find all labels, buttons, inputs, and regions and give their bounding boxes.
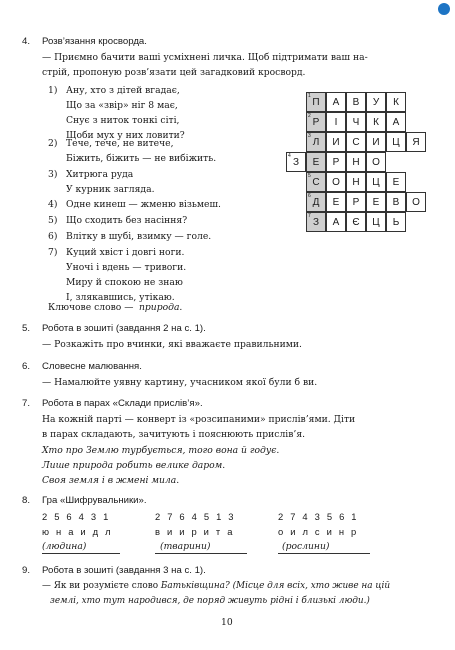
crossword-key-cell	[306, 172, 326, 192]
task7-number: 7.	[22, 398, 31, 409]
task6-title: Словесне малювання.	[42, 361, 142, 372]
riddle-line: У курник загляда.	[66, 184, 155, 195]
riddle-number: 5)	[48, 215, 58, 226]
task9-title: Робота в зошиті (завдання 3 на с. 1).	[42, 565, 206, 576]
riddle-line: Хитрюга руда	[66, 169, 134, 180]
crossword-cell	[386, 192, 406, 212]
proverb: Хто про Землю турбується, того вона й годує.	[42, 445, 280, 456]
task5-title: Робота в зошиті (завдання 2 на с. 1).	[42, 323, 206, 334]
task9-question-word: Батьківщина?	[160, 581, 230, 591]
crossword-key-cell	[306, 212, 326, 232]
crossword-cell	[326, 92, 346, 112]
crossword-letter: У	[372, 96, 380, 108]
crossword-row-number: 7	[308, 213, 311, 219]
crossword-cell	[326, 112, 346, 132]
crossword-letter: И	[372, 136, 380, 148]
answer-underline	[278, 553, 370, 554]
code-letters: ю н а и д л	[42, 526, 113, 537]
crossword-cell	[346, 212, 366, 232]
task7-line1: На кожній парті — конверт із «розсипаними» прислів’ями. Діти	[42, 414, 356, 425]
crossword-cell	[386, 112, 406, 132]
crossword-letter: Ц	[372, 216, 380, 228]
crossword-letter: В	[352, 96, 360, 108]
task7-title: Робота в парах «Склади прислів’я».	[42, 398, 203, 409]
publisher-logo-icon	[438, 3, 450, 15]
crossword-letter: З	[312, 216, 320, 228]
crossword-cell	[326, 192, 346, 212]
crossword-letter: К	[393, 96, 399, 108]
task6-text: — Намалюйте уявну картину, учасником якої були б ви.	[42, 377, 318, 388]
crossword-cell	[326, 152, 346, 172]
crossword-letter: Р	[352, 196, 360, 208]
crossword-letter: А	[392, 116, 400, 128]
riddle-line: Влітку в шубі, взимку — голе.	[66, 231, 212, 242]
crossword-cell	[386, 212, 406, 232]
crossword-letter: І	[334, 116, 338, 128]
crossword-row-number: 2	[308, 113, 311, 119]
code-letters: о и л с и н р	[278, 526, 359, 537]
task9-number: 9.	[22, 565, 31, 576]
keyword-label: Ключове слово —	[48, 302, 134, 313]
crossword-cell	[366, 92, 386, 112]
riddle-number: 1)	[48, 85, 58, 96]
crossword-letter: О	[372, 156, 380, 168]
riddle-line: Снує з ниток тонкі сіті,	[66, 115, 180, 126]
riddle-line: Ану, хто з дітей вгадає,	[66, 85, 180, 96]
crossword-cell	[366, 112, 386, 132]
crossword-letter: А	[332, 96, 340, 108]
crossword-letter: З	[292, 156, 300, 168]
crossword-letter: П	[312, 96, 320, 108]
code-digits: 2 7 6 4 5 1 3	[155, 511, 236, 522]
crossword-letter: Е	[312, 156, 320, 168]
task5-text: — Розкажіть про вчинки, які вважаєте правильними.	[42, 339, 302, 350]
crossword-cell	[386, 92, 406, 112]
page-number: 10	[221, 617, 233, 628]
crossword-cell	[386, 132, 406, 152]
code-letters: в и и р и т а	[155, 526, 235, 537]
crossword-letter: Д	[312, 196, 320, 208]
crossword-cell	[346, 132, 366, 152]
crossword-letter: Е	[392, 176, 400, 188]
crossword-row-number: 1	[308, 93, 311, 99]
code-answer: (рослини)	[282, 541, 330, 552]
crossword-cell	[326, 132, 346, 152]
riddle-line: Тече, тече, не витече,	[66, 138, 174, 149]
crossword-key-cell	[306, 132, 326, 152]
crossword-cell	[366, 132, 386, 152]
crossword-key-cell	[306, 112, 326, 132]
proverb: Лише природа робить велике даром.	[42, 460, 226, 471]
crossword-cell	[366, 172, 386, 192]
crossword-cell	[346, 112, 366, 132]
riddle-line: І, злякавшись, утікаю.	[66, 292, 175, 303]
answer-underline	[155, 553, 247, 554]
riddle-line: Що за «звір» ніг 8 має,	[66, 100, 178, 111]
crossword-key-cell	[306, 152, 326, 172]
crossword-letter: О	[412, 196, 420, 208]
crossword-letter: Л	[312, 136, 320, 148]
crossword-cell	[406, 192, 426, 212]
riddle-number: 2)	[48, 138, 58, 149]
crossword-cell	[386, 172, 406, 192]
riddle-number: 6)	[48, 231, 58, 242]
crossword-cell	[286, 152, 306, 172]
crossword-letter: Е	[332, 196, 340, 208]
crossword-row-number: 5	[308, 173, 311, 179]
task6-number: 6.	[22, 361, 31, 372]
crossword-cell	[346, 92, 366, 112]
task4-intro-line2: стрій, пропоную розв’язати цей загадковий кросворд.	[42, 67, 306, 78]
crossword-letter: В	[392, 196, 400, 208]
crossword-row-number: 3	[308, 133, 311, 139]
crossword-letter: Є	[352, 216, 360, 228]
crossword-letter: С	[312, 176, 320, 188]
riddle-number: 7)	[48, 247, 58, 258]
crossword-cell	[326, 172, 346, 192]
crossword-letter: И	[332, 136, 340, 148]
crossword-cell	[406, 132, 426, 152]
crossword-letter: Ь	[392, 216, 400, 228]
riddle-line: Одне кинеш — жменю візьмеш.	[66, 199, 221, 210]
task9-question-prefix: — Як ви розумієте слово	[42, 581, 159, 591]
task7-line2: в парах складають, зачитують і пояснюють прислів’я.	[42, 429, 306, 440]
riddle-line: Уночі і вдень — тривоги.	[66, 262, 187, 273]
crossword-letter: Е	[372, 196, 380, 208]
code-digits: 2 5 6 4 3 1	[42, 511, 111, 522]
crossword-letter: А	[332, 216, 340, 228]
crossword-key-cell	[306, 92, 326, 112]
task9-question-rest: (Місце для всіх, хто живе на цій	[232, 581, 391, 591]
riddle-number: 4)	[48, 199, 58, 210]
crossword-letter: Н	[352, 176, 360, 188]
crossword-letter: Я	[412, 136, 420, 148]
crossword-cell	[326, 212, 346, 232]
crossword-cell	[366, 192, 386, 212]
riddle-line: Що сходить без насіння?	[66, 215, 188, 226]
crossword-cell	[346, 172, 366, 192]
proverb: Своя земля і в жмені мила.	[42, 475, 180, 486]
crossword-cell	[346, 152, 366, 172]
task4-title: Розв’язання кросворда.	[42, 36, 147, 47]
crossword-letter: Ч	[352, 116, 360, 128]
crossword-letter: Ц	[372, 176, 380, 188]
crossword-letter: К	[373, 116, 379, 128]
riddle-line: Куций хвіст і довгі ноги.	[66, 247, 185, 258]
riddle-line: Щоби мух у них ловити?	[66, 130, 185, 141]
task4-intro-line1: — Приємно бачити ваші усміхнені личка. Щоб підтримати ваш на-	[42, 52, 368, 63]
code-answer: (тварини)	[160, 541, 211, 552]
crossword-cell	[366, 212, 386, 232]
task9-answer-line2: землі, хто тут народився, де поряд живуть рідні і близькі люди.)	[50, 596, 370, 606]
crossword-letter: Р	[312, 116, 320, 128]
crossword-key-cell	[306, 192, 326, 212]
task8-number: 8.	[22, 495, 31, 506]
answer-underline	[42, 553, 120, 554]
crossword-row-number: 6	[308, 193, 311, 199]
crossword-letter: Р	[332, 156, 340, 168]
keyword-answer: природа.	[139, 302, 183, 313]
crossword-letter: Н	[352, 156, 360, 168]
task9-question	[42, 581, 390, 591]
code-answer: (людина)	[42, 541, 87, 552]
riddle-line: Біжить, біжить — не вибіжить.	[66, 153, 217, 164]
crossword-cell	[346, 192, 366, 212]
riddle-number: 3)	[48, 169, 58, 180]
riddle-line: Миру й спокою не знаю	[66, 277, 183, 288]
crossword-letter: О	[332, 176, 340, 188]
crossword-row-number: 4	[288, 153, 291, 159]
task5-number: 5.	[22, 323, 31, 334]
task4-number: 4.	[22, 36, 31, 47]
crossword-letter: С	[352, 136, 360, 148]
code-digits: 2 7 4 3 5 6 1	[278, 511, 359, 522]
crossword-cell	[366, 152, 386, 172]
crossword-letter: Ц	[392, 136, 400, 148]
task8-title: Гра «Шифрувальники».	[42, 495, 147, 506]
